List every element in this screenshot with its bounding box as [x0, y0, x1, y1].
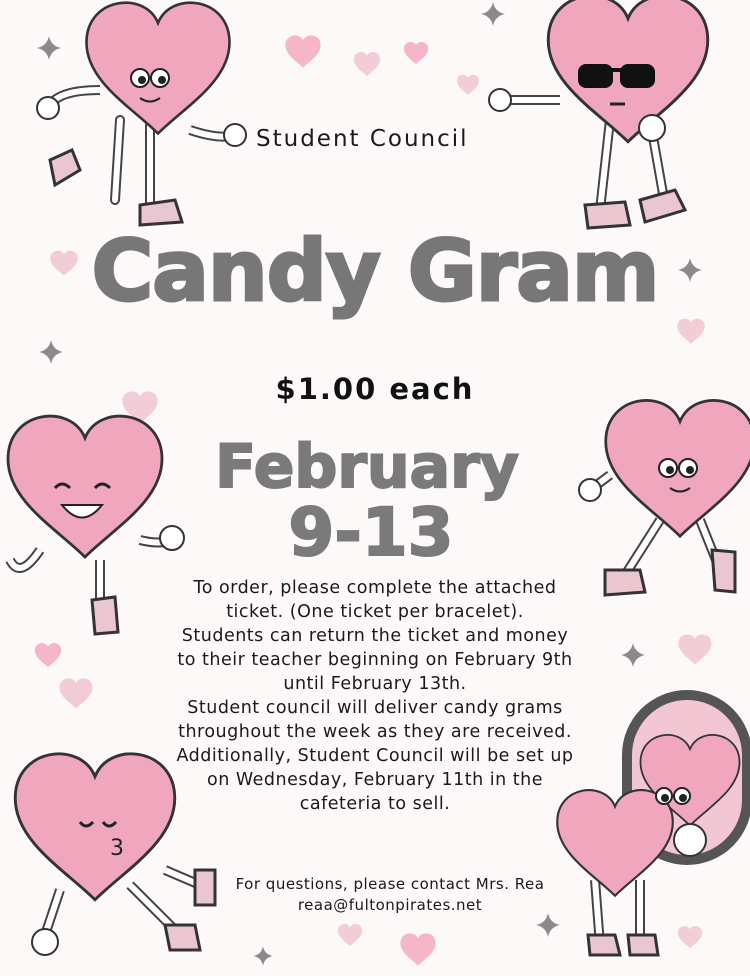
contact-email[interactable]: reaa@fultonpirates.net	[297, 896, 483, 914]
contact-line: For questions, please contact Mrs. Rea	[235, 875, 545, 893]
detail-paragraph: Student council will deliver candy grams throughout the week as they are received.	[178, 698, 572, 742]
heart-character-topleft	[37, 3, 246, 225]
price-label: $1.00 each	[275, 372, 475, 406]
detail-paragraph: Additionally, Student Council will be set up on Wednesday, February 11th in the cafeteria to sell.	[176, 746, 574, 814]
date-days: 9-13	[288, 494, 454, 571]
detail-paragraph: Students can return the ticket and money to their teacher beginning on February 9th until February 13th.	[177, 626, 573, 694]
detail-paragraph: To order, please complete the attached ticket. (One ticket per bracelet).	[193, 578, 557, 622]
date-month: February	[215, 432, 519, 502]
heart-character-sunglasses	[489, 0, 708, 228]
organization-name: Student Council	[256, 126, 469, 152]
svg-text:3: 3	[110, 836, 124, 861]
order-details	[175, 576, 575, 816]
page-title: Candy Gram	[91, 222, 659, 320]
contact-info	[200, 874, 580, 916]
